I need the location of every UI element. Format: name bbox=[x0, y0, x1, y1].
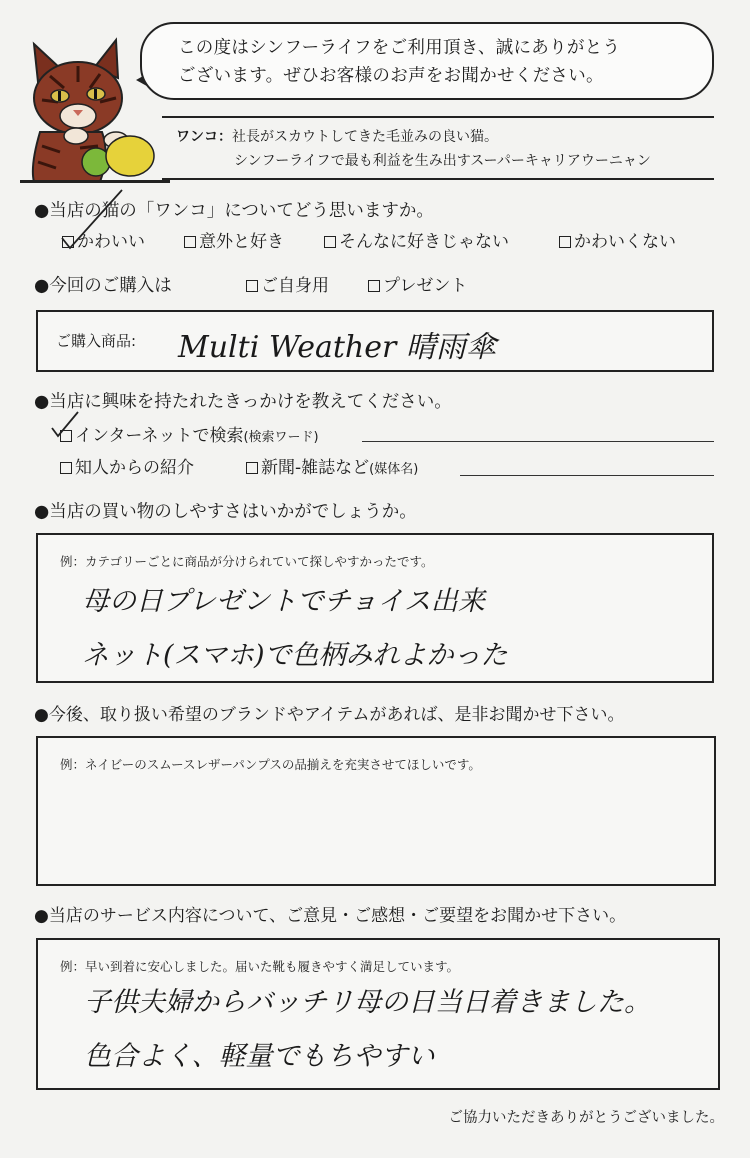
wanko-description-1: 社長がスカウトしてきた毛並みの良い猫。 bbox=[232, 129, 498, 145]
q2-option-gift[interactable]: プレゼント bbox=[368, 274, 467, 298]
checkbox-icon[interactable] bbox=[184, 236, 196, 248]
question-2: ●今回のご購入は bbox=[34, 276, 172, 296]
product-label: ご購入商品: bbox=[56, 332, 137, 350]
question-4: ●当店の買い物のしやすさはいかがでしょうか。 bbox=[34, 502, 417, 522]
product-box bbox=[36, 310, 714, 372]
q6-handwritten-line-1: 子供夫婦からバッチリ母の日当日着きました。 bbox=[84, 987, 651, 1018]
checkbox-icon[interactable] bbox=[324, 236, 336, 248]
q1-option-kawaikunai[interactable]: かわいくない bbox=[559, 230, 676, 254]
q1-option-igai-to-suki[interactable]: 意外と好き bbox=[184, 230, 284, 254]
checkbox-icon[interactable] bbox=[368, 280, 380, 292]
q4-handwritten-line-2: ネット(スマホ)で色柄みれよかった bbox=[82, 640, 508, 671]
checkbox-icon[interactable] bbox=[60, 430, 72, 442]
greeting-line-2: ございます。ぜひお客様のお声をお聞かせください。 bbox=[178, 66, 604, 86]
search-word-line[interactable] bbox=[362, 441, 714, 442]
greeting-speech-bubble bbox=[140, 22, 714, 100]
thank-you-footer: ご協力いただきありがとうございました。 bbox=[448, 1110, 724, 1126]
q3-option-internet[interactable]: インターネットで検索(検索ワード) bbox=[60, 424, 319, 450]
brand-request-answer-box[interactable] bbox=[36, 736, 716, 886]
q4-example: 例：カテゴリーごとに商品が分けられていて探しやすかったです。 bbox=[60, 554, 434, 569]
wanko-cat-illustration bbox=[20, 36, 160, 182]
illustration-divider bbox=[20, 180, 170, 183]
media-name-line[interactable] bbox=[460, 475, 714, 476]
product-handwritten-value[interactable]: Multi Weather 晴雨傘 bbox=[178, 330, 496, 365]
checkbox-icon[interactable] bbox=[246, 462, 258, 474]
q5-example: 例：ネイビーのスムースレザーパンプスの品揃えを充実させてほしいです。 bbox=[60, 757, 481, 772]
wanko-name: ワンコ： bbox=[176, 129, 232, 145]
question-1: ●当店の猫の「ワンコ」についてどう思いますか。 bbox=[34, 201, 434, 221]
wanko-description-2: シンフーライフで最も利益を生み出すスーパーキャリアウーニャン bbox=[234, 153, 651, 169]
q4-handwritten-line-1: 母の日プレゼントでチョイス出来 bbox=[82, 586, 485, 617]
q1-option-kawaii[interactable]: かわいい bbox=[62, 230, 145, 254]
wanko-profile bbox=[162, 116, 714, 180]
ease-of-shopping-answer-box[interactable] bbox=[36, 533, 714, 683]
checkbox-icon[interactable] bbox=[559, 236, 571, 248]
q6-example: 例：早い到着に安心しました。届いた靴も履きやすく満足しています。 bbox=[60, 959, 460, 974]
q2-option-self[interactable]: ご自身用 bbox=[246, 274, 329, 298]
service-feedback-answer-box[interactable] bbox=[36, 938, 720, 1090]
q3-option-media[interactable]: 新聞-雑誌など(媒体名) bbox=[246, 456, 418, 482]
question-5: ●今後、取り扱い希望のブランドやアイテムがあれば、是非お聞かせ下さい。 bbox=[34, 705, 625, 725]
checkbox-icon[interactable] bbox=[60, 462, 72, 474]
q6-handwritten-line-2: 色合よく、軽量でもちやすい bbox=[84, 1041, 435, 1072]
handwritten-checkmark-icon bbox=[60, 188, 126, 250]
q1-option-sonnani-suki-janai[interactable]: そんなに好きじゃない bbox=[324, 230, 509, 254]
question-6: ●当店のサービス内容について、ご意見・ご感想・ご要望をお聞かせ下さい。 bbox=[34, 906, 627, 926]
greeting-line-1: この度はシンフーライフをご利用頂き、誠にありがとう bbox=[178, 38, 621, 58]
question-3: ●当店に興味を持たれたきっかけを教えてください。 bbox=[34, 392, 452, 412]
checkbox-icon[interactable] bbox=[246, 280, 258, 292]
q3-option-friend[interactable]: 知人からの紹介 bbox=[60, 456, 194, 480]
